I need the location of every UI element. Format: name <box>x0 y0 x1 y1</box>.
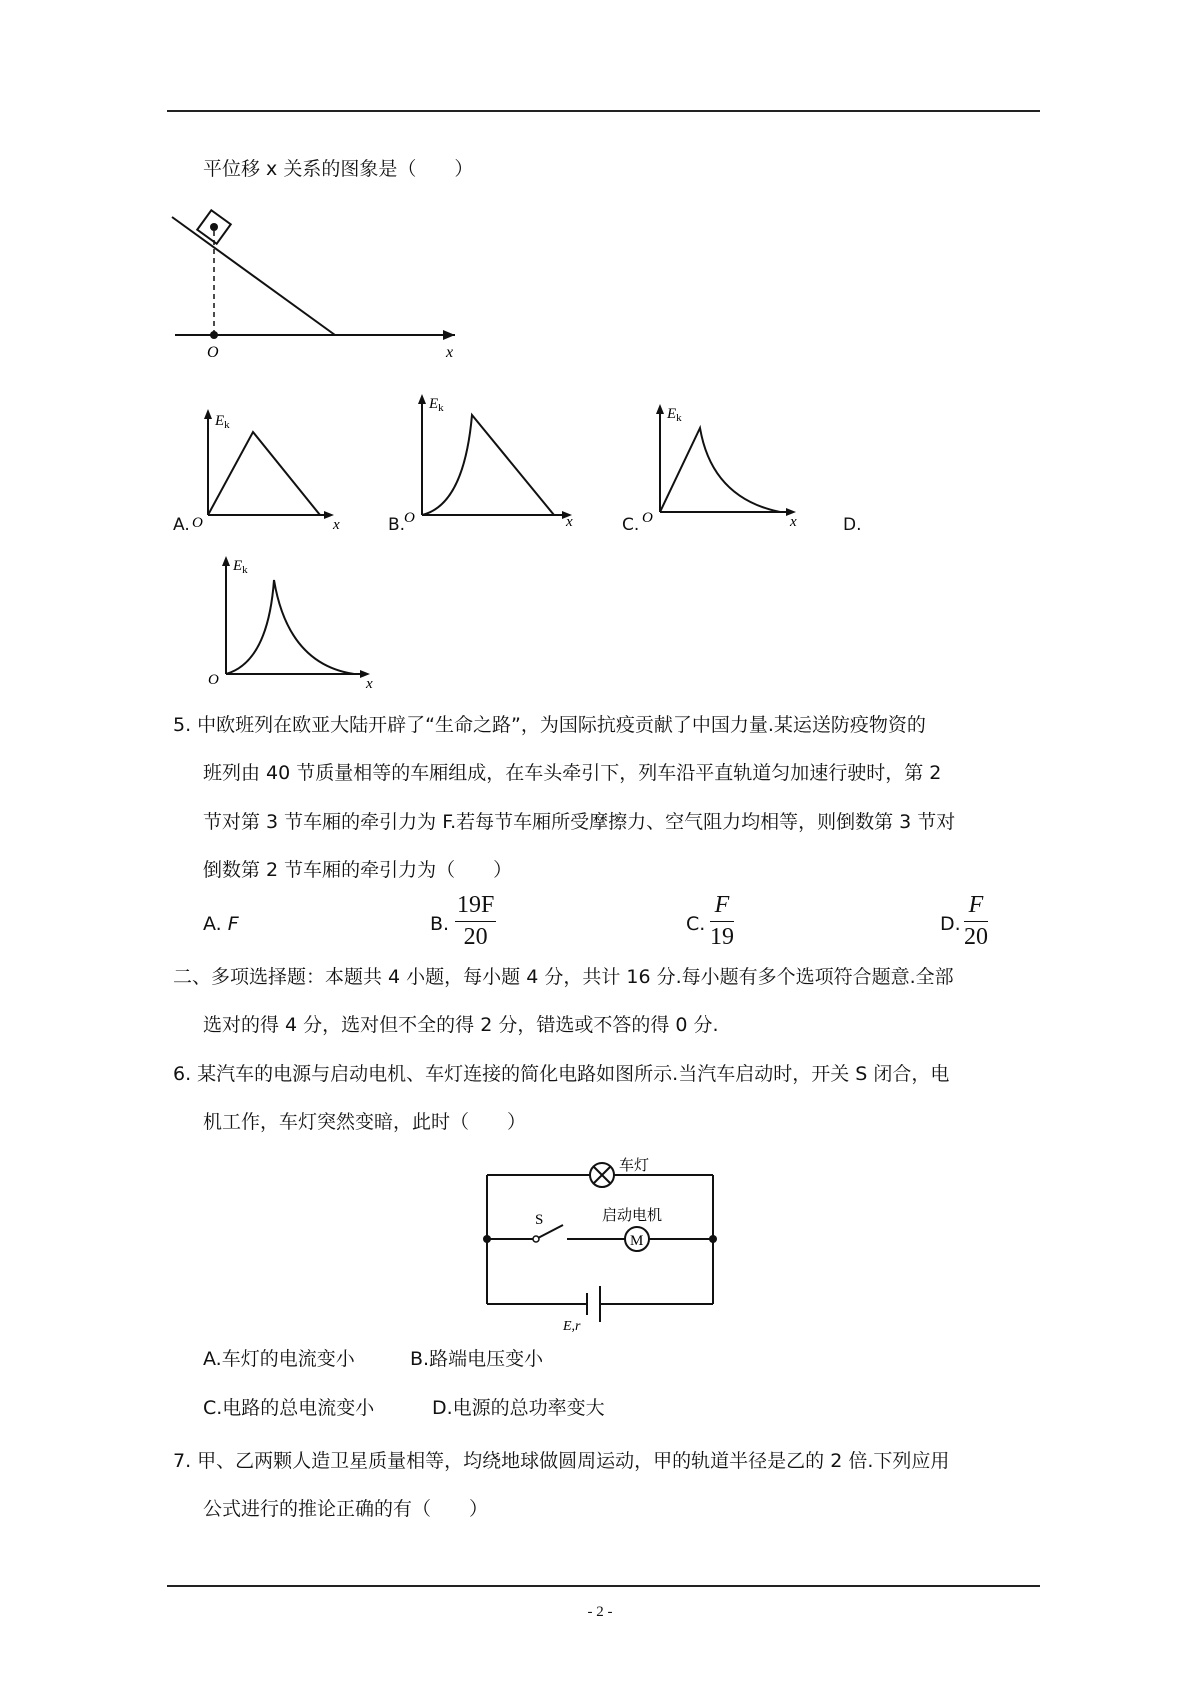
battery-icon <box>587 1286 600 1322</box>
svg-text:x: x <box>333 517 340 530</box>
q6-option-c: C.电路的总电流变小 <box>203 1397 375 1419</box>
q6-option-a: A.车灯的电流变小 <box>203 1348 355 1370</box>
section-2-heading: 二、多项选择题：本题共 4 小题，每小题 4 分，共计 16 分.每小题有多个选项符合题意.全部 <box>173 966 954 988</box>
q5-option-a: A. F <box>203 913 239 935</box>
q4-option-c-label: C. <box>622 515 640 535</box>
q5-line-1: 5. 中欧班列在欧亚大陆开辟了“生命之路”，为国际抗疫贡献了中国力量.某运送防疫物资的 <box>173 714 926 736</box>
q4-option-a-label: A. <box>173 515 190 535</box>
graph-d <box>206 552 386 692</box>
lamp-icon <box>590 1163 614 1187</box>
footer-rule <box>167 1585 1040 1587</box>
graph-c <box>640 400 810 530</box>
graph-a-curve <box>208 432 320 515</box>
incline-diagram <box>170 205 470 365</box>
svg-text:O: O <box>192 515 203 530</box>
switch-label: S <box>535 1212 544 1228</box>
svg-text:M: M <box>630 1233 644 1249</box>
svg-text:O: O <box>404 510 415 526</box>
q5-option-d-fraction: $\frac{F}{20}$ <box>964 892 988 950</box>
q5-option-b-fraction: $\frac{19F}{20}$ <box>457 892 495 950</box>
q6-line-2: 机工作，车灯突然变暗，此时（ ） <box>203 1111 527 1133</box>
q4-stem-tail: 平位移 x 关系的图象是（ ） <box>203 158 474 180</box>
q6-option-b: B.路端电压变小 <box>410 1348 544 1370</box>
lamp-label: 车灯 <box>619 1156 650 1174</box>
q5-option-b-label: B. <box>430 913 450 935</box>
svg-text:x: x <box>790 514 797 530</box>
graph-b <box>402 390 582 530</box>
svg-text:Ek: $E_k$ <box>215 413 230 431</box>
q5-line-2: 班列由 40 节质量相等的车厢组成，在车头牵引下，列车沿平直轨道匀加速行驶时，第 2 <box>203 762 942 784</box>
graph-a <box>188 405 348 530</box>
svg-text:Ek: $E_k$ <box>233 558 248 576</box>
q5-line-4: 倒数第 2 节车厢的牵引力为（ ） <box>203 859 513 881</box>
motor-label: 启动电机 <box>602 1206 663 1224</box>
svg-text:O: O <box>208 672 219 688</box>
q6-option-d: D.电源的总功率变大 <box>432 1397 605 1419</box>
section-2-line-2: 选对的得 4 分，选对但不全的得 2 分，错选或不答的得 0 分. <box>203 1014 719 1036</box>
svg-text:x: x <box>366 676 373 692</box>
q6-line-1: 6. 某汽车的电源与启动电机、车灯连接的简化电路如图所示.当汽车启动时，开关 S 闭合，电 <box>173 1063 950 1085</box>
circuit-diagram <box>475 1148 735 1333</box>
svg-text:Ek: $E_k$ <box>667 406 682 424</box>
q5-line-3: 节对第 3 节车厢的牵引力为 F.若每节车厢所受摩擦力、空气阻力均相等，则倒数第 3 节对 <box>203 811 956 833</box>
incline-origin-label: O <box>207 344 219 361</box>
svg-text:Ek: $E_k$ <box>429 396 444 414</box>
q4-option-b-label: B. <box>388 515 406 535</box>
svg-text:x: x <box>566 514 573 530</box>
graph-d-curve <box>226 580 354 674</box>
q4-option-d-label: D. <box>843 515 862 535</box>
source-label: E,r <box>563 1319 581 1333</box>
motor-icon <box>625 1227 649 1251</box>
q7-line-1: 7. 甲、乙两颗人造卫星质量相等，均绕地球做圆周运动，甲的轨道半径是乙的 2 倍.下列应用 <box>173 1450 950 1472</box>
q5-option-c-fraction: $\frac{F}{19}$ <box>710 892 734 950</box>
graph-c-curve <box>660 428 780 512</box>
graph-b-curve <box>422 415 554 515</box>
q7-line-2: 公式进行的推论正确的有（ ） <box>203 1498 489 1520</box>
svg-text:O: O <box>642 510 653 526</box>
page-number: - 2 - <box>587 1604 613 1620</box>
header-rule <box>167 110 1040 112</box>
incline-x-label: x <box>446 344 454 361</box>
q5-option-d-label: D. <box>940 913 961 935</box>
q5-option-c-label: C. <box>686 913 706 935</box>
